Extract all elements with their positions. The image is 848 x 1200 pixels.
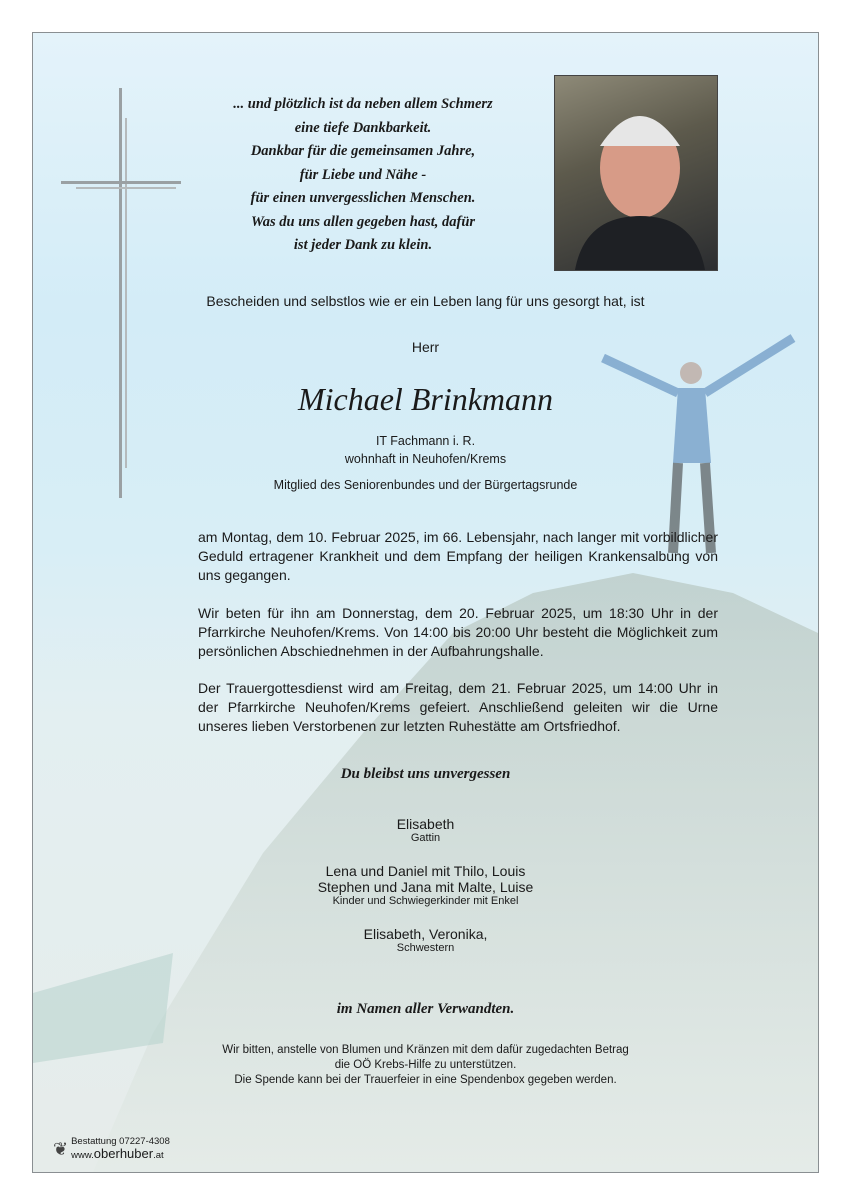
deceased-name: Michael Brinkmann: [297, 381, 554, 417]
mourner-relation: Gattin: [410, 832, 441, 844]
mourner-name: Stephen und Jana mit Malte, Luise: [317, 879, 534, 895]
mourner-name: Elisabeth, Veronika,: [363, 926, 488, 942]
prayer-paragraph: Wir beten für ihn am Donnerstag, dem 20. Februar 2025, um 18:30 Uhr in der Pfarrkirche Neuhofen/Krems. Von 14:00 bis 20:00 Uhr besteht die Möglichkeit zum persönlichen Abschiednehmen in der Aufbahrungshalle.: [198, 605, 718, 659]
salutation: Herr: [411, 339, 440, 355]
closing-line: im Namen aller Verwandten.: [336, 1001, 515, 1017]
poem-line: eine tiefe Dankbarkeit.: [294, 119, 432, 136]
poem-line: Was du uns allen gegeben hast, dafür: [250, 213, 476, 230]
residence: wohnhaft in Neuhofen/Krems: [344, 452, 507, 466]
brand-name: oberhuber: [93, 1146, 154, 1161]
url-prefix: www.: [71, 1150, 94, 1161]
portrait-photo: [554, 75, 718, 271]
funeral-home-phone: Bestattung 07227-4308: [71, 1136, 170, 1147]
donation-line: die OÖ Krebs-Hilfe zu unterstützen.: [334, 1059, 517, 1071]
death-paragraph: am Montag, dem 10. Februar 2025, im 66. Lebensjahr, nach langer mit vorbildlicher Geduld ertragener Krankheit und dem Empfang der heiligen Krankensalbung von uns gegangen.: [198, 529, 718, 583]
membership: Mitglied des Seniorenbundes und der Bürgertagsrunde: [273, 478, 578, 492]
intro-text: Bescheiden und selbstlos wie er ein Leben lang für uns gesorgt hat, ist: [206, 293, 645, 309]
poem-line: ist jeder Dank zu klein.: [293, 237, 433, 253]
motto: Du bleibst uns unvergessen: [340, 766, 511, 782]
poem-line: Dankbar für die gemeinsamen Jahre,: [250, 143, 476, 159]
angel-icon: ❦: [53, 1138, 69, 1159]
obituary-card: [32, 32, 819, 1173]
poem-line: ... und plötzlich ist da neben allem Schmerz: [233, 96, 493, 112]
mourner-relation: Kinder und Schwiegerkinder mit Enkel: [332, 895, 519, 907]
mourner-name: Elisabeth: [396, 816, 455, 832]
mourner-relation: Schwestern: [396, 942, 455, 954]
funeral-home-logo: [53, 1136, 170, 1162]
donation-line: Die Spende kann bei der Trauerfeier in eine Spendenbox gegeben werden.: [234, 1074, 617, 1086]
poem-line: für Liebe und Nähe -: [299, 166, 427, 183]
funeral-paragraph: Der Trauergottesdienst wird am Freitag, dem 21. Februar 2025, um 14:00 Uhr in der Pfarrkirche Neuhofen/Krems gefeiert. Anschließend geleiten wir die Urne unseres lieben Verstorbenen zur letzten Ruhestätte am Ortsfriedhof.: [198, 680, 718, 734]
url-suffix: .at: [153, 1150, 164, 1161]
mourner-name: Lena und Daniel mit Thilo, Louis: [325, 863, 526, 879]
profession: IT Fachmann i. R.: [375, 434, 476, 448]
poem-line: für einen unvergesslichen Menschen.: [250, 190, 476, 206]
donation-line: Wir bitten, anstelle von Blumen und Kränzen mit dem dafür zugedachten Betrag: [222, 1044, 629, 1056]
poem: [183, 93, 543, 258]
